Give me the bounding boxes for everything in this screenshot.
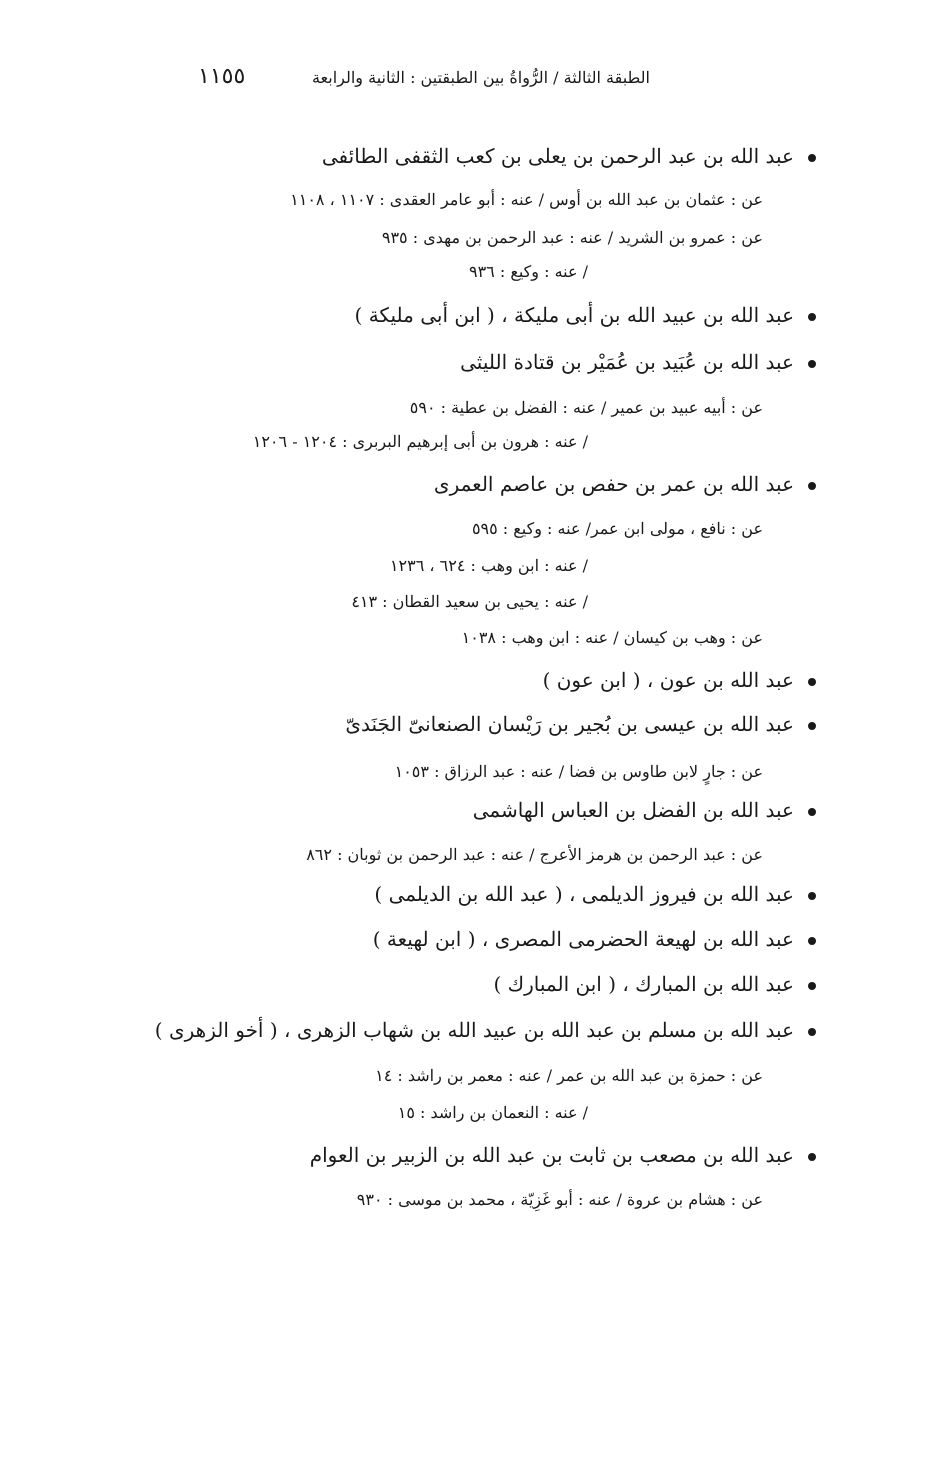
page-number: ١١٥٥ — [198, 64, 246, 89]
bullet-icon — [808, 1153, 816, 1161]
transmission-line: عن : عمرو بن الشريد / عنه : عبد الرحمن بن مهدى : ٩٣٥ — [381, 228, 763, 247]
transmission-line: عن : أبيه عبيد بن عمير / عنه : الفضل بن عطية : ٥٩٠ — [409, 398, 763, 417]
bullet-icon — [808, 1028, 816, 1036]
narrator-entry: عبد الله بن مصعب بن ثابت بن عبد الله بن الزبير بن العوام — [310, 1143, 816, 1167]
bullet-icon — [808, 678, 816, 686]
transmission-line: عن : نافع ، مولى ابن عمر/ عنه : وكيع : ٥٩٥ — [471, 519, 763, 538]
running-header-title: الطبقة الثالثة / الرُّواةُ بين الطبقتين : الثانية والرابعة — [311, 68, 650, 87]
narrator-entry: عبد الله بن فيروز الديلمى ، ( عبد الله بن الديلمى ) — [374, 882, 816, 906]
transmission-line: / عنه : ابن وهب : ٦٢٤ ، ١٢٣٦ — [389, 556, 588, 575]
transmission-line: عن : حمزة بن عبد الله بن عمر / عنه : معمر بن راشد : ١٤ — [375, 1066, 763, 1085]
transmission-line: / عنه : وكيع : ٩٣٦ — [468, 262, 588, 281]
bullet-icon — [808, 360, 816, 368]
narrator-entry: عبد الله بن عُبَيد بن عُمَيْر بن قتادة الليثى — [460, 350, 816, 374]
bullet-icon — [808, 937, 816, 945]
bullet-icon — [808, 482, 816, 490]
bullet-icon — [808, 722, 816, 730]
narrator-entry: عبد الله بن عبيد الله بن أبى مليكة ، ( ابن أبى مليكة ) — [355, 303, 816, 327]
bullet-icon — [808, 892, 816, 900]
narrator-entry: عبد الله بن عيسى بن بُجير بن رَيْسان الصنعانىّ الجَنَدىّ — [345, 712, 816, 736]
transmission-line: / عنه : هرون بن أبى إبرهيم البربرى : ١٢٠٤ - ١٢٠٦ — [252, 432, 588, 451]
narrator-entry: عبد الله بن عون ، ( ابن عون ) — [543, 668, 816, 692]
narrator-entry: عبد الله بن عمر بن حفص بن عاصم العمرى — [434, 472, 816, 496]
narrator-entry: عبد الله بن الفضل بن العباس الهاشمى — [473, 798, 816, 822]
transmission-line: عن : عبد الرحمن بن هرمز الأعرج / عنه : عبد الرحمن بن ثوبان : ٨٦٢ — [306, 845, 763, 864]
transmission-line: عن : عثمان بن عبد الله بن أوس / عنه : أبو عامر العقدى : ١١٠٧ ، ١١٠٨ — [290, 190, 763, 209]
bullet-icon — [808, 982, 816, 990]
bullet-icon — [808, 808, 816, 816]
transmission-line: عن : هشام بن عروة / عنه : أبو غَزِيّة ، محمد بن موسى : ٩٣٠ — [356, 1190, 763, 1209]
narrator-entry: عبد الله بن لهيعة الحضرمى المصرى ، ( ابن لهيعة ) — [373, 927, 816, 951]
transmission-line: / عنه : النعمان بن راشد : ١٥ — [397, 1103, 588, 1122]
bullet-icon — [808, 313, 816, 321]
transmission-line: عن : وهب بن كيسان / عنه : ابن وهب : ١٠٣٨ — [461, 628, 763, 647]
narrator-entry: عبد الله بن مسلم بن عبد الله بن عبيد الله بن شهاب الزهرى ، ( أخو الزهرى ) — [155, 1018, 816, 1042]
bullet-icon — [808, 154, 816, 162]
narrator-entry: عبد الله بن عبد الرحمن بن يعلى بن كعب الثقفى الطائفى — [322, 144, 816, 168]
transmission-line: / عنه : يحيى بن سعيد القطان : ٤١٣ — [351, 592, 588, 611]
narrator-entry: عبد الله بن المبارك ، ( ابن المبارك ) — [494, 972, 817, 996]
transmission-line: عن : جارٍ لابن طاوس بن فضا / عنه : عبد الرزاق : ١٠٥٣ — [394, 762, 763, 781]
